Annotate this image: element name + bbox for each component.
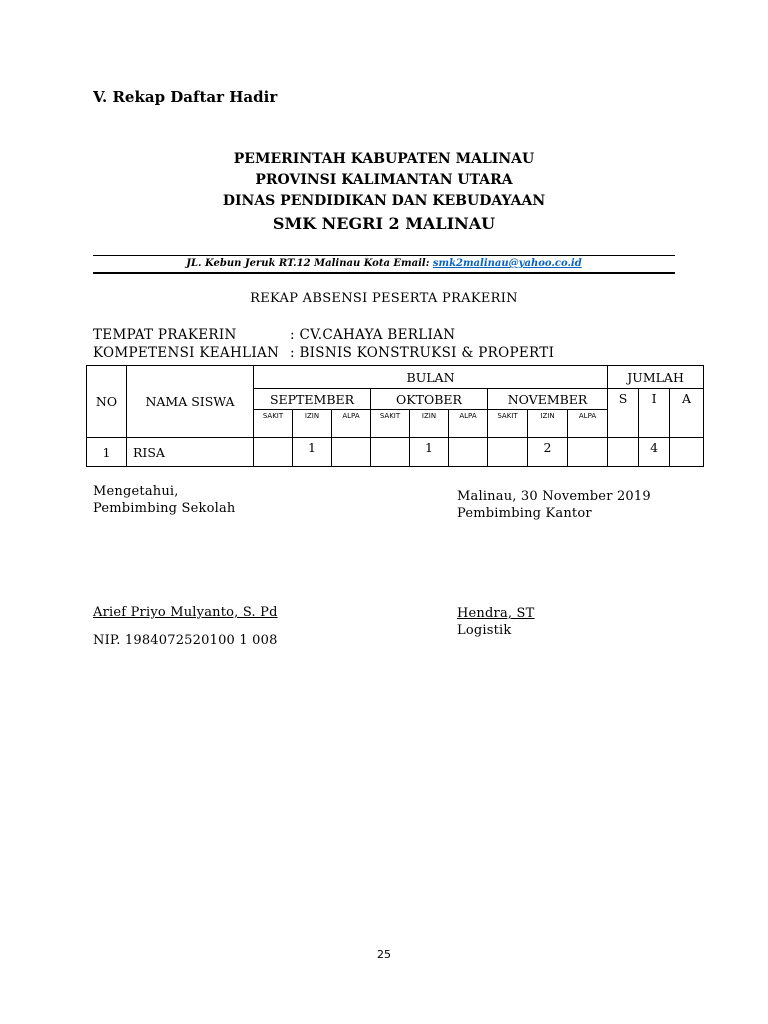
header-jumlah-a: A <box>670 389 704 438</box>
email-link[interactable]: smk2malinau@yahoo.co.id <box>432 258 582 269</box>
sig-left-mengetahui: Mengetahui, <box>93 484 179 499</box>
table-row <box>87 438 704 467</box>
kop-address <box>93 258 675 269</box>
cell-okt-izin: 1 <box>410 438 449 467</box>
cell-nov-izin: 2 <box>528 438 568 467</box>
header-jumlah-i: I <box>639 389 670 438</box>
sig-left-name: Arief Priyo Mulyanto, S. Pd <box>93 605 278 620</box>
cell-no: 1 <box>87 438 127 467</box>
header-month-oktober: OKTOBER <box>371 389 488 410</box>
header-month-september: SEPTEMBER <box>254 389 371 410</box>
sub-header-sakit: SAKIT <box>254 410 293 438</box>
rekap-title: REKAP ABSENSI PESERTA PRAKERIN <box>250 291 518 306</box>
sub-header-izin: IZIN <box>528 410 568 438</box>
cell-sep-alpa <box>332 438 371 467</box>
kompetensi-label: KOMPETENSI KEAHLIAN <box>93 345 280 361</box>
cell-nama: RISA <box>127 438 254 467</box>
sub-header-alpa: ALPA <box>568 410 608 438</box>
address-text: JL. Kebun Jeruk RT.12 Malinau Kota Email: <box>186 258 433 269</box>
header-no: NO <box>87 366 127 438</box>
sig-left-nip: NIP. 1984072520100 1 008 <box>93 633 278 648</box>
page-number: 25 <box>377 948 391 961</box>
kop-pemerintah: PEMERINTAH KABUPATEN MALINAU <box>233 151 535 167</box>
cell-okt-alpa <box>449 438 488 467</box>
kompetensi-value: : BISNIS KONSTRUKSI & PROPERTI <box>290 345 555 361</box>
sig-left-role: Pembimbing Sekolah <box>93 501 236 516</box>
cell-nov-sakit <box>488 438 528 467</box>
section-title: V. Rekap Daftar Hadir <box>93 88 278 106</box>
cell-sep-sakit <box>254 438 293 467</box>
cell-sep-izin: 1 <box>293 438 332 467</box>
sig-right-date: Malinau, 30 November 2019 <box>457 489 651 504</box>
attendance-table <box>86 365 704 467</box>
header-bulan: BULAN <box>254 366 608 389</box>
kop-rule-top <box>93 255 675 256</box>
sub-header-sakit: SAKIT <box>488 410 528 438</box>
header-jumlah: JUMLAH <box>608 366 704 389</box>
cell-jumlah-s <box>608 438 639 467</box>
sig-right-name: Hendra, ST <box>457 606 535 621</box>
sub-header-izin: IZIN <box>293 410 332 438</box>
sub-header-sakit: SAKIT <box>371 410 410 438</box>
header-jumlah-s: S <box>608 389 639 438</box>
sub-header-alpa: ALPA <box>332 410 371 438</box>
header-nama: NAMA SISWA <box>127 366 254 438</box>
sub-header-alpa: ALPA <box>449 410 488 438</box>
sub-header-izin: IZIN <box>410 410 449 438</box>
sig-right-title: Logistik <box>457 623 512 638</box>
header-month-november: NOVEMBER <box>488 389 608 410</box>
kop-sekolah: SMK NEGRI 2 MALINAU <box>272 214 496 233</box>
cell-jumlah-a <box>670 438 704 467</box>
cell-nov-alpa <box>568 438 608 467</box>
tempat-value: : CV.CAHAYA BERLIAN <box>290 327 456 343</box>
kop-provinsi: PROVINSI KALIMANTAN UTARA <box>255 172 513 188</box>
kop-rule-bottom <box>93 272 675 274</box>
kop-dinas: DINAS PENDIDIKAN DAN KEBUDAYAAN <box>222 193 546 209</box>
tempat-label: TEMPAT PRAKERIN <box>93 327 237 343</box>
cell-okt-sakit <box>371 438 410 467</box>
sig-right-role: Pembimbing Kantor <box>457 506 592 521</box>
cell-jumlah-i: 4 <box>639 438 670 467</box>
